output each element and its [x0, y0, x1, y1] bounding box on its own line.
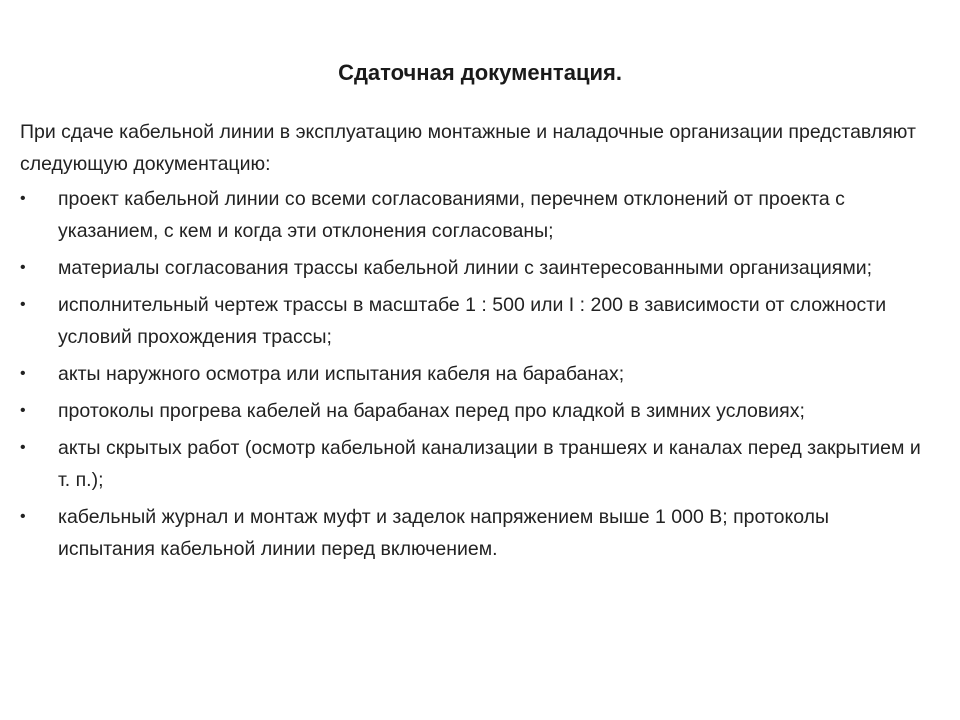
list-item-text: исполнительный чертеж трассы в масштабе 1 : 500 или I : 200 в зависимости от сложности условий прохождения трассы; — [58, 294, 887, 348]
slide-title: Сдаточная документация. — [338, 60, 622, 85]
list-item-text: протоколы прогрева кабелей на барабанах перед про кладкой в зимних условиях; — [58, 400, 805, 422]
bullet-icon: • — [20, 296, 26, 313]
list-item — [20, 252, 925, 284]
list-item — [20, 432, 925, 496]
bullet-icon: • — [20, 190, 26, 207]
list-item-text: акты скрытых работ (осмотр кабельной канализации в траншеях и каналах перед закрытием и т. п.); — [58, 437, 921, 491]
list-item-text: кабельный журнал и монтаж муфт и заделок напряжением выше 1 000 В; протоколы испытания кабельной линии перед включением. — [58, 506, 830, 560]
bullet-icon: • — [20, 402, 26, 419]
document-list — [20, 183, 925, 565]
list-item-text: проект кабельной линии со всеми согласованиями, перечнем отклонений от проекта с указанием, с кем и когда эти отклонения согласованы; — [58, 188, 845, 242]
list-item-text: материалы согласования трассы кабельной линии с заинтересованными организациями; — [58, 257, 873, 279]
intro-paragraph: При сдаче кабельной линии в эксплуатацию монтажные и наладочные организации представляют следующую документацию: — [20, 121, 916, 175]
bullet-icon: • — [20, 259, 26, 276]
list-item — [20, 395, 925, 427]
list-item — [20, 289, 925, 353]
list-item — [20, 358, 925, 390]
bullet-icon: • — [20, 439, 26, 456]
list-item — [20, 183, 925, 247]
list-item-text: акты наружного осмотра или испытания кабеля на барабанах; — [58, 363, 625, 385]
bullet-icon: • — [20, 365, 26, 382]
list-item — [20, 501, 925, 565]
bullet-icon: • — [20, 508, 26, 525]
slide-content — [20, 116, 925, 570]
